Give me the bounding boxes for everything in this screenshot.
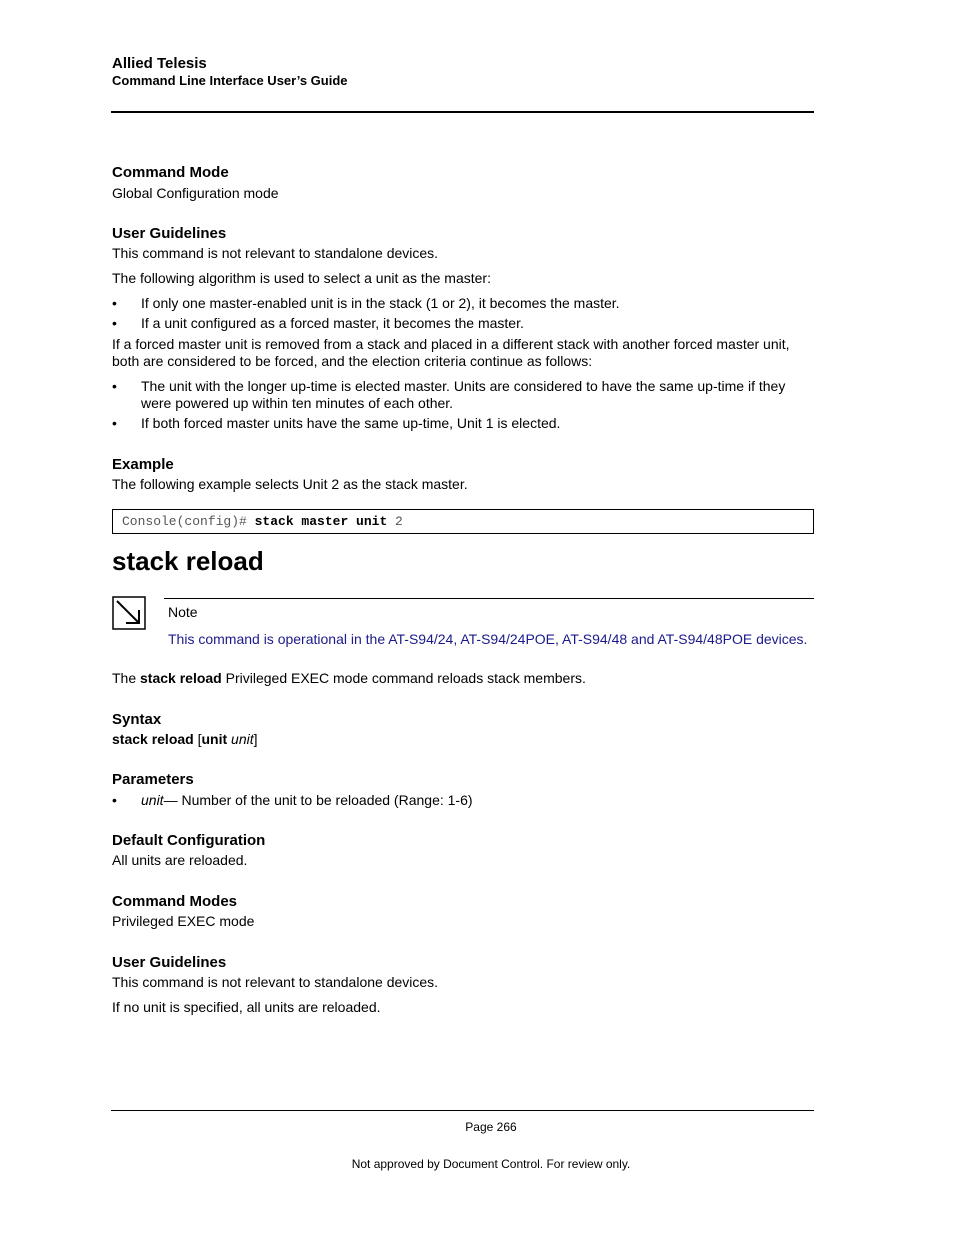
user-guidelines-paragraph: This command is not relevant to standalone devices. (112, 974, 439, 990)
command-modes-heading: Command Modes (112, 893, 238, 910)
user-guidelines-paragraph: This command is not relevant to standalone devices. (112, 245, 439, 261)
list-item-text: The unit with the longer up-time is elected master. Units are considered to have the same up-time if they were powered up within ten minutes of each other. (141, 378, 786, 411)
footer-divider (111, 1110, 814, 1111)
default-config-heading: Default Configuration (112, 832, 266, 849)
user-guidelines-heading: User Guidelines (112, 954, 227, 971)
section-title: stack reload (112, 546, 264, 576)
command-name: stack reload (140, 670, 222, 686)
user-guidelines-paragraph: The following algorithm is used to select a unit as the master: (112, 270, 491, 286)
command-description (112, 670, 817, 687)
command-modes-text: Privileged EXEC mode (112, 913, 255, 929)
user-guidelines-paragraph: If no unit is specified, all units are reloaded. (112, 999, 381, 1015)
list-item-text: If a unit configured as a forced master, it becomes the master. (141, 315, 524, 331)
header-divider (111, 111, 814, 113)
code-prompt: Console(config)# (122, 514, 255, 529)
example-heading: Example (112, 456, 174, 473)
command-mode-text: Global Configuration mode (112, 185, 279, 201)
bullet-marker: • (112, 415, 117, 431)
header-company: Allied Telesis (112, 55, 207, 72)
syntax-bracket: ] (253, 731, 258, 747)
syntax-heading: Syntax (112, 711, 162, 728)
syntax-keyword: unit (201, 731, 228, 747)
user-guidelines-heading: User Guidelines (112, 225, 227, 242)
description-text: The (112, 670, 141, 686)
description-text: Privileged EXEC mode command reloads stack members. (221, 670, 586, 686)
user-guidelines-paragraph: If a forced master unit is removed from a stack and placed in a different stack with another forced master unit, both are considered to be forced, and the election criteria continue as follows: (112, 336, 790, 369)
command-mode-heading: Command Mode (112, 164, 229, 181)
syntax-bracket: [ (193, 731, 202, 747)
bullet-marker: • (112, 792, 117, 808)
example-text: The following example selects Unit 2 as the stack master. (112, 476, 468, 492)
bullet-marker: • (112, 315, 117, 331)
code-example (122, 514, 403, 529)
note-icon-graphic (112, 596, 146, 630)
code-command: stack master unit (254, 514, 388, 529)
list-item-text: If only one master-enabled unit is in the stack (1 or 2), it becomes the master. (141, 295, 620, 311)
page-number: Page 266 (465, 1120, 517, 1134)
review-notice: Not approved by Document Control. For review only. (351, 1157, 631, 1171)
parameter-name: unit (141, 792, 164, 808)
syntax-command: stack reload (112, 731, 194, 747)
list-item-text: If both forced master units have the same up-time, Unit 1 is elected. (141, 415, 561, 431)
note-text: This command is operational in the AT-S94/24, AT-S94/24POE, AT-S94/48 and AT-S94/48POE devices. (168, 631, 808, 647)
bullet-marker: • (112, 378, 117, 394)
note-label: Note (168, 604, 198, 620)
syntax-argument: unit (231, 731, 254, 747)
parameters-heading: Parameters (112, 771, 194, 788)
note-icon (112, 596, 144, 628)
note-divider (164, 598, 814, 599)
parameter-text (141, 792, 817, 809)
bullet-marker: • (112, 295, 117, 311)
parameter-description: — Number of the unit to be reloaded (Range: 1-6) (163, 792, 473, 808)
code-example-box (112, 509, 814, 534)
syntax-line (112, 731, 817, 748)
header-guide-title: Command Line Interface User’s Guide (112, 73, 348, 88)
code-argument: 2 (387, 514, 403, 529)
default-config-text: All units are reloaded. (112, 852, 248, 868)
